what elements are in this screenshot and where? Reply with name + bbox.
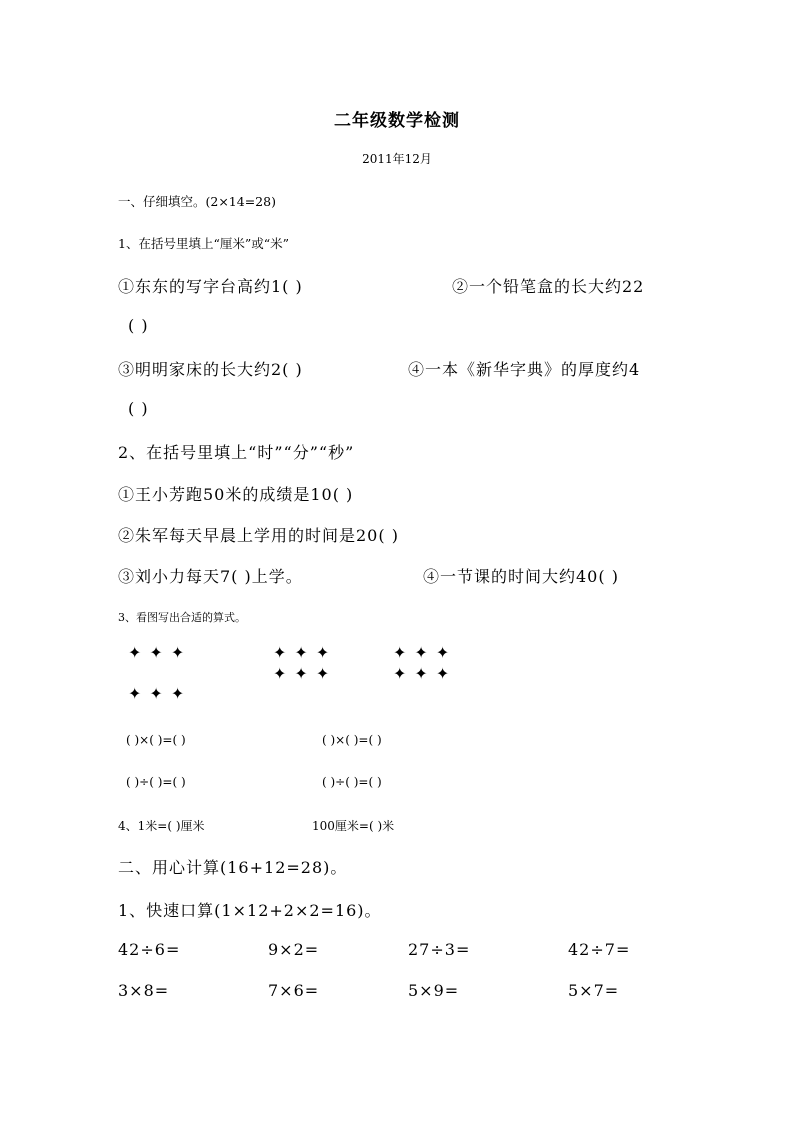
question-4-item-2: 100厘米=( )米 [312,819,395,833]
question-1-label: 1、在括号里填上“厘米”或“米” [118,236,290,251]
formula-divide-1: ( )÷( )=( ) [126,775,186,789]
q2-item-2: ②朱军每天早晨上学用的时间是20( ) [118,526,399,545]
star-group-2-row-1: ✦✦✦ [273,643,338,662]
section-1-heading: 一、仔细填空。(2×14=28) [118,194,276,209]
calc-r2-c4: 5×7= [568,981,620,1000]
q1-item-4-blank: ( ) [128,399,149,418]
calc-r1-c4: 42÷7= [568,940,631,959]
question-2-label: 2、在括号里填上“时”“分”“秒” [118,443,355,462]
exam-date: 2011年12月 [362,152,432,166]
calc-r1-c2: 9×2= [268,940,320,959]
star-group-3-row-1: ✦✦✦ [393,643,458,662]
formula-multiply-2: ( )×( )=( ) [322,733,382,747]
question-4-item-1: 4、1米=( )厘米 [118,819,205,833]
q1-item-2: ②一个铅笔盒的长大约22 [452,277,645,296]
q1-item-4: ④一本《新华字典》的厚度约4 [408,360,641,379]
calc-r1-c1: 42÷6= [118,940,181,959]
page-title: 二年级数学检测 [334,111,460,131]
calc-r2-c1: 3×8= [118,981,170,1000]
q2-item-1: ①王小芳跑50米的成绩是10( ) [118,485,354,504]
calc-r2-c2: 7×6= [268,981,320,1000]
star-group-1-row-1: ✦✦✦ [128,643,193,662]
q1-item-3: ③明明家床的长大约2( ) [118,360,303,379]
q1-item-1: ①东东的写字台高约1( ) [118,277,303,296]
calc-r2-c3: 5×9= [408,981,460,1000]
calc-r1-c3: 27÷3= [408,940,471,959]
star-group-2-row-2: ✦✦✦ [273,664,338,683]
q2-item-4: ④一节课的时间大约40( ) [423,567,619,586]
q1-item-2-blank: ( ) [128,316,149,335]
formula-divide-2: ( )÷( )=( ) [322,775,382,789]
formula-multiply-1: ( )×( )=( ) [126,733,186,747]
q2-item-3: ③刘小力每天7( )上学。 [118,567,303,586]
question-3-label: 3、看图写出合适的算式。 [118,611,246,624]
star-group-3-row-2: ✦✦✦ [393,664,458,683]
section-2-heading: 二、用心计算(16+12=28)。 [118,858,348,877]
star-group-1-row-2: ✦✦✦ [128,684,193,703]
section-2-q1-label: 1、快速口算(1×12+2×2=16)。 [118,901,382,920]
